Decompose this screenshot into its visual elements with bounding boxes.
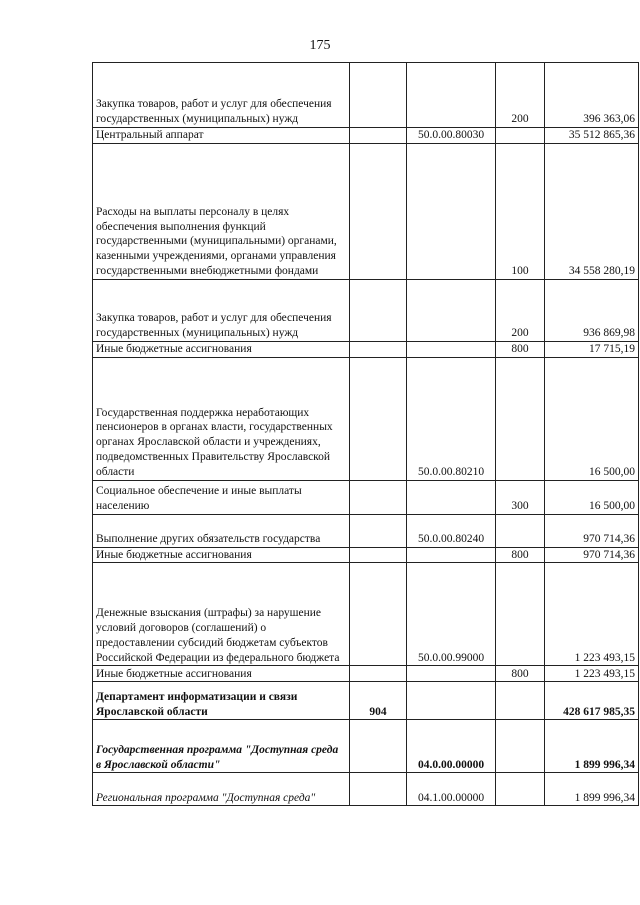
row-code [407, 341, 496, 357]
row-name: Денежные взыскания (штрафы) за нарушение условий договоров (соглашений) о предоставлении субсидий бюджетам субъектов Российской Федерации из федерального бюджета [93, 563, 350, 666]
row-code: 50.0.00.80240 [407, 514, 496, 547]
budget-table [92, 62, 639, 806]
row-dept [350, 563, 407, 666]
row-name: Закупка товаров, работ и услуг для обеспечения государственных (муниципальных) нужд [93, 279, 350, 341]
row-code [407, 63, 496, 128]
row-name: Выполнение других обязательств государства [93, 514, 350, 547]
row-name: Государственная программа "Доступная среда в Ярославской области" [93, 720, 350, 773]
row-dept [350, 279, 407, 341]
row-amount: 16 500,00 [545, 357, 639, 480]
row-name: Расходы на выплаты персоналу в целях обеспечения выполнения функций государственными (муниципальными) органами, казенными учреждениями, органами управления государственными внебюджетными фондами [93, 143, 350, 279]
row-dept [350, 720, 407, 773]
row-code [407, 682, 496, 720]
row-type: 800 [496, 547, 545, 563]
table-row [93, 63, 639, 128]
row-amount: 970 714,36 [545, 514, 639, 547]
row-code: 04.0.00.00000 [407, 720, 496, 773]
row-type: 200 [496, 279, 545, 341]
table-row [93, 720, 639, 773]
table-row [93, 514, 639, 547]
row-amount: 35 512 865,36 [545, 128, 639, 144]
row-type: 300 [496, 480, 545, 514]
page-number: 175 [309, 38, 331, 53]
row-amount: 1 223 493,15 [545, 666, 639, 682]
row-code [407, 547, 496, 563]
table-row [93, 128, 639, 144]
row-type [496, 773, 545, 806]
row-amount: 396 363,06 [545, 63, 639, 128]
table-row [93, 341, 639, 357]
row-amount: 1 223 493,15 [545, 563, 639, 666]
table-row [93, 279, 639, 341]
row-name: Иные бюджетные ассигнования [93, 547, 350, 563]
row-dept [350, 143, 407, 279]
row-name: Государственная поддержка неработающих пенсионеров в органах власти, государственных органах Ярославской области и учреждениях, подведомственных Правительству Ярославской области [93, 357, 350, 480]
row-name: Центральный аппарат [93, 128, 350, 144]
table-row [93, 666, 639, 682]
row-type [496, 357, 545, 480]
row-type [496, 563, 545, 666]
row-amount: 1 899 996,34 [545, 773, 639, 806]
row-type: 800 [496, 666, 545, 682]
row-amount: 970 714,36 [545, 547, 639, 563]
row-dept [350, 514, 407, 547]
row-dept [350, 773, 407, 806]
row-dept: 904 [350, 682, 407, 720]
row-dept [350, 341, 407, 357]
row-dept [350, 128, 407, 144]
row-amount: 16 500,00 [545, 480, 639, 514]
row-code: 50.0.00.80210 [407, 357, 496, 480]
row-type: 200 [496, 63, 545, 128]
row-name: Закупка товаров, работ и услуг для обеспечения государственных (муниципальных) нужд [93, 63, 350, 128]
table-row [93, 773, 639, 806]
table-row [93, 480, 639, 514]
row-dept [350, 480, 407, 514]
row-dept [350, 666, 407, 682]
row-code [407, 143, 496, 279]
row-code: 50.0.00.99000 [407, 563, 496, 666]
row-name: Иные бюджетные ассигнования [93, 341, 350, 357]
row-name: Социальное обеспечение и иные выплаты населению [93, 480, 350, 514]
row-type: 800 [496, 341, 545, 357]
row-code: 04.1.00.00000 [407, 773, 496, 806]
row-type [496, 128, 545, 144]
table-row [93, 357, 639, 480]
table-row [93, 563, 639, 666]
table-row [93, 143, 639, 279]
row-type [496, 514, 545, 547]
row-dept [350, 357, 407, 480]
row-amount: 936 869,98 [545, 279, 639, 341]
row-code [407, 666, 496, 682]
row-type [496, 682, 545, 720]
row-type [496, 720, 545, 773]
row-name: Иные бюджетные ассигнования [93, 666, 350, 682]
table-row [93, 547, 639, 563]
row-amount: 34 558 280,19 [545, 143, 639, 279]
table-row [93, 682, 639, 720]
row-code [407, 480, 496, 514]
row-name: Региональная программа "Доступная среда" [93, 773, 350, 806]
row-amount: 17 715,19 [545, 341, 639, 357]
row-code [407, 279, 496, 341]
row-dept [350, 547, 407, 563]
row-code: 50.0.00.80030 [407, 128, 496, 144]
row-amount: 1 899 996,34 [545, 720, 639, 773]
row-amount: 428 617 985,35 [545, 682, 639, 720]
row-type: 100 [496, 143, 545, 279]
row-dept [350, 63, 407, 128]
row-name: Департамент информатизации и связи Ярославской области [93, 682, 350, 720]
